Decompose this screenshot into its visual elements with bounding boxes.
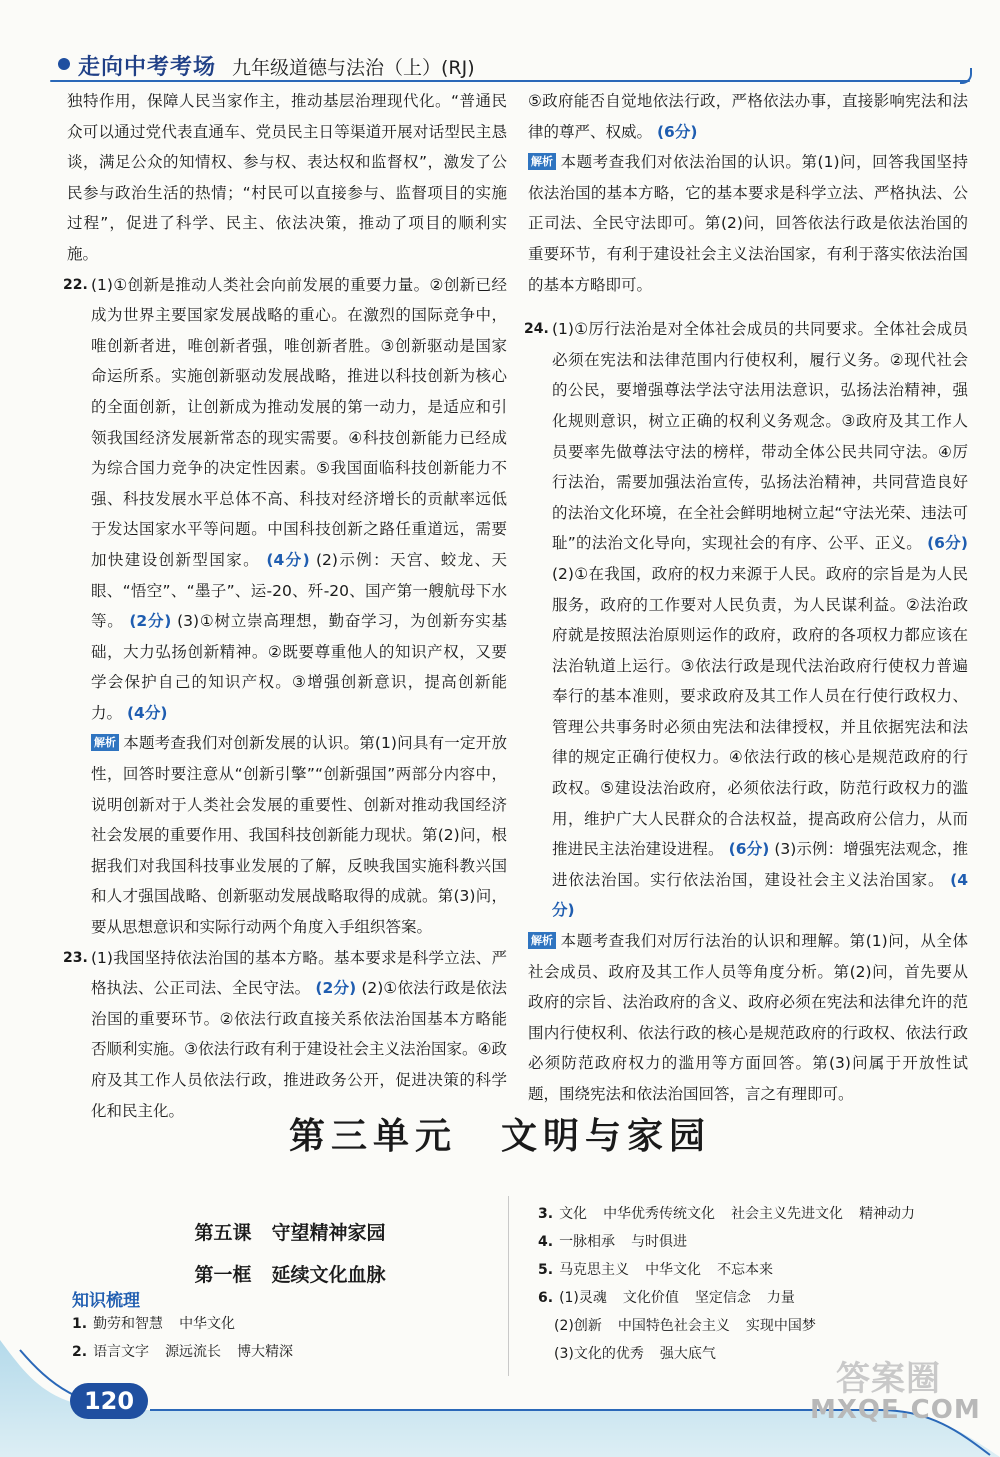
watermark: [810, 1359, 981, 1425]
knowledge-item: [538, 1284, 978, 1312]
answer-part: (1)①厉行法治是对全体社会成员的共同要求。全体社会成员必须在宪法和法律范围内行使权利，履行义务。②现代社会的公民，要增强尊法学法守法用法意识，弘扬法治精神，强化规则意识，树立正确的权利义务观念。③政府及其工作人员要率先做尊法守法的榜样，带动全体公民共同守法。④厉行法治，需要加强法治宣传，弘扬法治精神，共同营造良好的法治文化环境，在全社会鲜明地树立起“守法光荣、违法可耻”的法治文化导向，实现社会的有序、公平、正义。: [552, 320, 968, 553]
continuation-text: 独特作用，保障人民当家作主，推动基层治理现代化。“普通民众可以通过党代表直通车、党员民主日等渠道开展对话型民主恳谈，满足公众的知情权、参与权、表达权和监督权”，激发了公民参与政治生活的热情；“村民可以直接参与、监督项目的实施过程”，促进了科学、民主、依法决策，推动了项目的顺利实施。: [67, 92, 507, 263]
key-term: 中华优秀传统文化: [603, 1206, 716, 1222]
key-term: 中华文化: [645, 1262, 702, 1278]
score-label: (2分): [129, 612, 172, 631]
watermark-bottom: MXQE.COM: [810, 1395, 981, 1425]
frame-name: 延续文化血脉: [271, 1264, 386, 1286]
answer-part: (2)示例：天宫、蛟龙、天眼、“悟空”、“墨子”、运-20、歼-20、国产第一艘航母下水等。: [91, 550, 507, 631]
key-term: 社会主义先进文化: [731, 1206, 844, 1222]
question-23: [63, 943, 507, 1127]
key-term: 文化价值: [622, 1290, 679, 1306]
item-number: 2.: [72, 1344, 88, 1360]
frame-label: 第一框: [194, 1264, 252, 1286]
answer-part: (3)①树立崇高理想，勤奋学习，为创新夯实基础，大力弘扬创新精神。②既要尊重他人的知识产权，又要学会保护自己的知识产权。③增强创新意识，提高创新能力。: [91, 612, 508, 722]
analysis-text: 本题考查我们对创新发展的认识。第(1)问具有一定开放性，回答时要注意从“创新引擎”“创新强国”两部分内容中，说明创新对于人类社会发展的重要性、创新对推动我国经济社会发展的重要作用、我国科技创新能力现状。第(2)问，根据我们对我国科技事业发展的了解，反映我国实施科教兴国和人才强国战略、创新驱动发展战略取得的成就。第(3)问，要从思想意识和实际行动两个角度入手组织答案。: [91, 734, 507, 937]
question-number: 23.: [63, 949, 88, 966]
key-term: 精神动力: [859, 1206, 916, 1222]
answer-part: (3)示例：增强宪法观念，推进依法治国。实行依法治国，建设社会主义法治国家。: [552, 840, 968, 889]
item-number: 3.: [538, 1206, 554, 1222]
answer-part: ⑤政府能否自觉地依法行政，严格依法办事，直接影响宪法和法律的尊严、权威。: [528, 92, 968, 141]
answer-part: (2)①在我国，政府的权力来源于人民。政府的宗旨是为人民服务，政府的工作要对人民负责，为人民谋利益。②法治政府就是按照法治原则运作的政府，政府的各项权力都应该在法治轨道上运行。③依法行政是现代法治政府行使权力普遍奉行的基本准则，要求政府及其工作人员在行使行政权力、管理公共事务时必须由宪法和法律授权，并且依据宪法和法律的规定正确行使权力。④依法行政的核心是规范政府的行政权。⑤建设法治政府，必须依法行政，防范行政权力的滥用，维护广大人民群众的合法权益，提高政府公信力，从而推进民主法治建设进程。: [552, 564, 968, 859]
answer-part: (1)我国坚持依法治国的基本方略。基本要求是科学立法、严格执法、公正司法、全民守法。: [91, 948, 507, 998]
score-label: (4分): [266, 550, 310, 569]
key-term: 与时俱进: [631, 1234, 688, 1250]
score-label: (6分): [728, 840, 770, 859]
knowledge-item: [538, 1228, 978, 1256]
item-number: 1.: [72, 1316, 88, 1332]
question-24: [524, 314, 968, 926]
analysis-text: 本题考查我们对厉行法治的认识和理解。第(1)问，从全体社会成员、政府及其工作人员等角度分析。第(2)问，首先要从政府的宗旨、法治政府的含义、政府必须在宪法和法律允许的范围内行使权利、依法行政的核心是规范政府的行政权、依法行政必须防范政府权力的滥用等方面回答。第(3)问属于开放性试题，围绕宪法和依法治国回答，言之有理即可。: [528, 932, 968, 1103]
score-label: (6分): [656, 122, 698, 141]
watermark-top: 答案圈: [836, 1359, 941, 1399]
key-term: 语言文字: [93, 1344, 150, 1360]
question-22: [63, 270, 508, 943]
answer-part: (1)①创新是推动人类社会向前发展的重要力量。②创新已经成为世界主要国家发展战略的重心。在激烈的国际竞争中，唯创新者进，唯创新者强，唯创新者胜。③创新驱动是国家命运所系。实施创新驱动发展战略，推进以科技创新为核心的全面创新，让创新成为推动发展的第一动力，是适应和引领我国经济发展新常态的现实需要。④科技创新能力已经成为综合国力竞争的决定性因素。⑤我国面临科技创新能力不强、科技发展水平总体不高、科技对经济增长的贡献率远低于发达国家水平等问题。中国科技创新之路任重道远，需要加快建设创新型国家。: [91, 275, 507, 569]
lesson-title: [120, 1218, 460, 1245]
page-number: 120: [70, 1383, 148, 1419]
header-rule: [50, 80, 970, 82]
key-term: 源远流长: [165, 1344, 222, 1360]
key-term: 强大底气: [659, 1346, 716, 1362]
knowledge-item: [538, 1256, 978, 1284]
score-label: (6分): [927, 534, 968, 553]
question-number: 22.: [63, 276, 88, 293]
left-column: [63, 86, 508, 1126]
score-label: (4分): [552, 870, 968, 920]
unit-label: 第三单元: [288, 1116, 457, 1157]
key-term: 中国特色社会主义: [617, 1318, 730, 1334]
unit-title: [0, 1108, 1000, 1159]
question-number: 24.: [524, 321, 549, 338]
unit-name: 文明与家园: [501, 1116, 712, 1157]
knowledge-item: [538, 1200, 978, 1228]
key-term: (1)灵魂: [559, 1290, 607, 1306]
book-brand: 走向中考考场: [78, 54, 217, 80]
analysis-text: 本题考查我们对依法治国的认识。第(1)问，回答我国坚持依法治国的基本方略，它的基本要求是科学立法、严格执法、公正司法、全民守法即可。第(2)问，回答依法行政是依法治国的重要环节，有利于建设社会主义法治国家，有利于落实依法治国的基本方略即可。: [528, 153, 968, 294]
key-term: 文化: [559, 1206, 588, 1222]
score-label: (2分): [315, 979, 357, 998]
answer-part: (2)①依法行政是依法治国的重要环节。②依法行政直接关系依法治国基本方略能否顺利实施。③依法行政有利于建设社会主义法治国家。④政府及其工作人员依法行政，推进政务公开，促进决策的科学化和民主化。: [91, 979, 507, 1120]
knowledge-item: [538, 1312, 978, 1340]
lesson-label: 第五课: [194, 1222, 252, 1244]
key-term: 力量: [766, 1290, 795, 1306]
key-term: 勤劳和智慧: [93, 1316, 164, 1332]
section-heading: 知识梳理: [72, 1291, 140, 1311]
knowledge-item: [72, 1310, 492, 1338]
analysis-tag: 解析: [91, 734, 119, 751]
key-term: 博大精深: [237, 1344, 294, 1360]
analysis-tag: 解析: [528, 932, 556, 949]
item-number: 6.: [538, 1290, 554, 1306]
item-number: 4.: [538, 1234, 554, 1250]
frame-title: [120, 1260, 460, 1287]
item-number: 5.: [538, 1262, 554, 1278]
key-term: 中华文化: [179, 1316, 236, 1332]
score-label: (4分): [126, 703, 168, 722]
key-term: 一脉相承: [559, 1234, 616, 1250]
key-term: (2)创新: [554, 1318, 602, 1334]
lesson-name: 守望精神家园: [271, 1222, 386, 1244]
key-term: 实现中国梦: [745, 1318, 816, 1334]
header-rule-curl: [960, 68, 972, 84]
page-header: [40, 48, 970, 82]
key-term: 坚定信念: [694, 1290, 751, 1306]
book-subject: 九年级道德与法治（上）(RJ): [232, 57, 475, 79]
analysis-tag: 解析: [528, 153, 556, 170]
key-term: 不忘本来: [717, 1262, 774, 1278]
key-term: (3)文化的优秀: [554, 1346, 644, 1362]
bullet-icon: [58, 58, 70, 70]
right-column: [524, 86, 968, 1110]
key-term: 马克思主义: [559, 1262, 630, 1278]
